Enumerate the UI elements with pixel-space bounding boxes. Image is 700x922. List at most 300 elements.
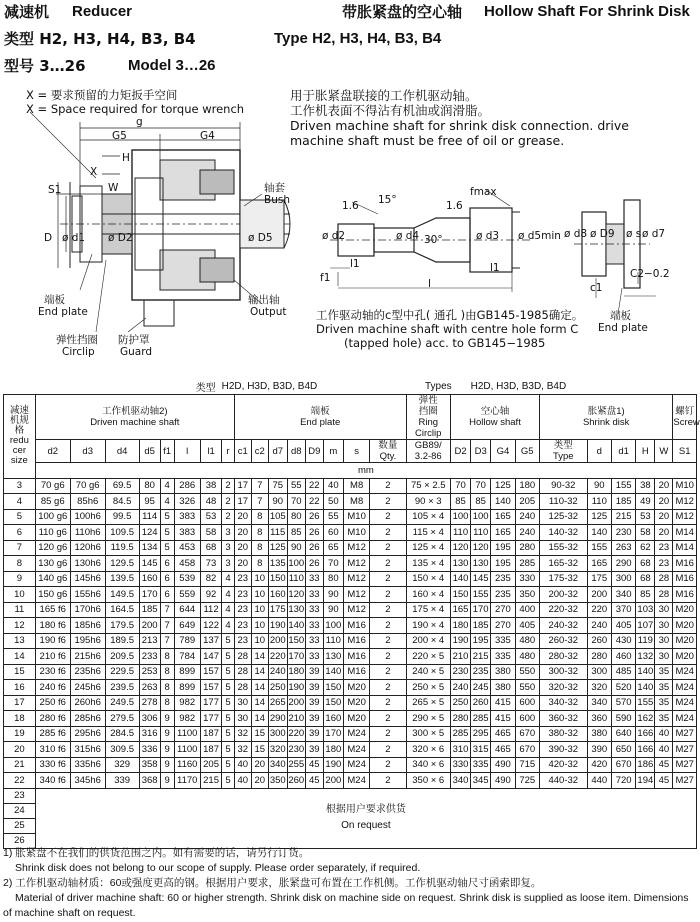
table-cell: 520 <box>611 680 635 696</box>
table-row <box>4 602 697 618</box>
plate-c2: C2−0.2 <box>630 268 670 280</box>
table-cell: 210 <box>450 649 470 665</box>
table-cell: 60 <box>323 525 343 541</box>
shaft-note-cn-1: 用于胀紧盘联接的工作机驱动轴。 <box>290 88 478 103</box>
table-cell: 480 <box>515 633 539 649</box>
table-cell: 110 <box>471 525 491 541</box>
table-cell: M10 <box>343 509 369 525</box>
x-note-cn: X = 要求预留的力矩扳手空间 <box>26 88 178 102</box>
table-cell: 590 <box>611 711 635 727</box>
table-cell: 20 <box>655 509 673 525</box>
centre-hole-note-cn: 工作驱动轴的c型中孔( 通孔 )由GB145-1985确定。 <box>316 308 584 322</box>
table-cell: 125 <box>268 540 287 556</box>
table-cell: 5 <box>4 509 36 525</box>
table-cell: 14 <box>251 695 268 711</box>
footnote-2-en-1: Material of driver machine shaft: 60 or higher strength. Shrink disk on machine side on request. Shrink disk is supplied as loose item. Dimensions <box>15 892 689 904</box>
size-cell: 26 <box>4 833 36 848</box>
table-cell: 38 <box>200 478 221 494</box>
table-cell: 139.5 <box>105 571 139 587</box>
table-cell: 85 <box>471 494 491 510</box>
table-cell: M24 <box>343 757 369 773</box>
table-cell: 160 <box>139 571 160 587</box>
table-cell: 339 <box>105 773 139 789</box>
table-cell: 48 <box>200 494 221 510</box>
table-cell: 3 <box>222 525 235 541</box>
table-cell: 10 <box>251 571 268 587</box>
screw-header: 螺钉 Screw <box>673 395 697 440</box>
table-cell: 49 <box>636 494 655 510</box>
table-row <box>4 649 697 665</box>
table-cell: 13 <box>4 633 36 649</box>
dim-h: H <box>122 152 130 164</box>
shaft-d4: ø d4 <box>396 230 420 242</box>
table-cell: 33 <box>305 649 323 665</box>
table-cell: 90-32 <box>539 478 587 494</box>
table-cell: 8 <box>160 649 174 665</box>
table-cell: 23 <box>234 618 251 634</box>
circlip-label-en: Circlip <box>62 346 95 358</box>
table-cell: 290 <box>611 556 635 572</box>
table-cell: 390 <box>587 742 611 758</box>
table-cell: 8 <box>160 680 174 696</box>
table-cell: 220-32 <box>539 602 587 618</box>
col-D9: D9 <box>305 440 323 463</box>
table-cell: 15 <box>251 726 268 742</box>
unit-row <box>4 463 697 479</box>
table-cell: 177 <box>200 711 221 727</box>
table-cell: 2 <box>370 726 406 742</box>
table-cell: 230 <box>450 664 470 680</box>
table-cell: 39 <box>305 711 323 727</box>
table-cell: 20 <box>251 773 268 789</box>
table-row <box>4 494 697 510</box>
table-cell: 40 <box>234 773 251 789</box>
table-cell: M16 <box>343 618 369 634</box>
table-cell: 39 <box>305 742 323 758</box>
table-cell: 130 <box>287 602 305 618</box>
table-body <box>4 478 697 848</box>
table-cell: 115 <box>268 525 287 541</box>
table-cell: 480 <box>515 649 539 665</box>
table-cell: 2 <box>222 494 235 510</box>
table-cell: 285 <box>515 556 539 572</box>
col-r: r <box>222 440 235 463</box>
table-cell: 180 <box>287 664 305 680</box>
table-cell: M12 <box>343 587 369 603</box>
table-cell: 70 <box>323 556 343 572</box>
table-cell: 105 <box>268 509 287 525</box>
table-cell: 80 <box>139 478 160 494</box>
table-cell: M16 <box>343 649 369 665</box>
table-cell: 140 <box>636 664 655 680</box>
table-cell: 320 <box>587 680 611 696</box>
table-cell: 175-32 <box>539 571 587 587</box>
table-cell: 250 f6 <box>35 695 70 711</box>
plate-d7: ø d7 <box>642 228 666 240</box>
table-cell: 280 <box>587 649 611 665</box>
dimension-table-wrap <box>3 379 700 849</box>
table-cell: 155 <box>587 540 611 556</box>
table-cell: 200 <box>287 695 305 711</box>
table-cell: 150 <box>268 571 287 587</box>
table-cell: 200-32 <box>539 587 587 603</box>
column-header-row <box>4 440 697 463</box>
table-cell: 290 × 5 <box>406 711 450 727</box>
table-cell: 100h6 <box>70 509 105 525</box>
table-cell: 235 <box>491 571 515 587</box>
table-cell: 725 <box>515 773 539 789</box>
table-cell: 14 <box>251 711 268 727</box>
col-d8: d8 <box>287 440 305 463</box>
table-cell: 8 <box>251 509 268 525</box>
table-cell: 278 <box>139 695 160 711</box>
table-cell: 85 <box>287 525 305 541</box>
table-cell: 240-32 <box>539 618 587 634</box>
table-cell: M12 <box>673 494 697 510</box>
table-cell: 265 × 5 <box>406 695 450 711</box>
table-cell: 383 <box>174 509 200 525</box>
table-cell: 263 <box>611 540 635 556</box>
table-cell: 19 <box>4 726 36 742</box>
table-cell: 8 <box>4 556 36 572</box>
table-cell: 137 <box>200 633 221 649</box>
table-cell: 180 <box>450 618 470 634</box>
table-cell: 239.5 <box>105 680 139 696</box>
table-cell: 2 <box>370 757 406 773</box>
bush-label-en: Bush <box>264 194 290 206</box>
table-cell: 310 f6 <box>35 742 70 758</box>
table-cell: 190 <box>450 633 470 649</box>
table-cell: 30 <box>655 618 673 634</box>
type-values-cn: H2D, H3D, B3D, B4D <box>222 379 406 395</box>
table-cell: 20 <box>234 509 251 525</box>
table-cell: 150 <box>287 633 305 649</box>
table-row <box>4 664 697 680</box>
table-cell: 2 <box>222 509 235 525</box>
table-cell: 335 <box>471 757 491 773</box>
table-cell: 119.5 <box>105 540 139 556</box>
table-cell: 53 <box>636 509 655 525</box>
table-cell: 5 <box>222 726 235 742</box>
table-cell: 68 <box>200 540 221 556</box>
table-cell: 5 <box>160 525 174 541</box>
table-cell: 4 <box>222 602 235 618</box>
table-cell: 2 <box>370 525 406 541</box>
table-cell: 420-32 <box>539 757 587 773</box>
table-cell: 140 g6 <box>35 571 70 587</box>
table-cell: 140 <box>287 618 305 634</box>
table-cell: 210 f6 <box>35 649 70 665</box>
table-cell: 20 <box>655 525 673 541</box>
table-row <box>4 509 697 525</box>
reducer-label-en: Reducer <box>72 3 133 20</box>
table-cell: 8 <box>251 556 268 572</box>
table-cell: M16 <box>343 633 369 649</box>
table-cell: 23 <box>655 540 673 556</box>
table-cell: 2 <box>222 478 235 494</box>
table-cell: 160 <box>268 587 287 603</box>
table-cell: M24 <box>343 726 369 742</box>
table-cell: 20 <box>4 742 36 758</box>
table-cell: 190 f6 <box>35 633 70 649</box>
table-cell: 280 <box>450 711 470 727</box>
table-cell: 380 <box>491 680 515 696</box>
table-cell: 20 <box>234 525 251 541</box>
col-D3: D3 <box>471 440 491 463</box>
type-line <box>4 379 697 395</box>
table-cell: 130 g6 <box>35 556 70 572</box>
table-cell: 140 <box>491 494 515 510</box>
table-cell: 84.5 <box>105 494 139 510</box>
table-cell: 14 <box>251 664 268 680</box>
table-cell: 90 <box>323 602 343 618</box>
table-cell: 345 <box>471 773 491 789</box>
table-cell: 38 <box>636 478 655 494</box>
shaft-d5min: ø d5min <box>518 230 561 242</box>
table-cell: 45 <box>655 757 673 773</box>
table-cell: 789 <box>174 633 200 649</box>
table-cell: 3 <box>222 540 235 556</box>
table-cell: 39 <box>305 695 323 711</box>
table-row <box>4 478 697 494</box>
table-cell: 170 <box>287 649 305 665</box>
table-cell: 100 <box>287 556 305 572</box>
table-cell: 8 <box>160 664 174 680</box>
reducer-label-cn: 减速机 <box>4 3 50 21</box>
table-cell: 230 <box>611 525 635 541</box>
table-cell: 9 <box>160 726 174 742</box>
table-cell: 17 <box>234 478 251 494</box>
table-cell: 7 <box>251 478 268 494</box>
table-cell: 33 <box>305 587 323 603</box>
table-cell: 285 <box>450 726 470 742</box>
table-cell: 147 <box>200 649 221 665</box>
table-cell: 295 <box>471 726 491 742</box>
table-cell: 295h6 <box>70 726 105 742</box>
table-cell: 149.5 <box>105 587 139 603</box>
table-cell: M12 <box>343 540 369 556</box>
table-cell: 320-32 <box>539 680 587 696</box>
table-cell: 162 <box>636 711 655 727</box>
table-cell: 195 <box>471 633 491 649</box>
size-cell: 23 <box>4 788 36 803</box>
table-cell: 345h6 <box>70 773 105 789</box>
table-cell: M24 <box>673 664 697 680</box>
table-cell: 120 <box>450 540 470 556</box>
col-m: m <box>323 440 343 463</box>
table-cell: 9 <box>160 757 174 773</box>
footnote-2-cn: 2) 工作机驱动轴材质：60或强度更高的钢。根据用户要求，胀紧盘可布置在工作机侧。工作机驱动轴尺寸函索即复。 <box>3 877 542 889</box>
table-cell: 260-32 <box>539 633 587 649</box>
unit-label: mm <box>35 463 696 479</box>
table-cell: 190 <box>268 618 287 634</box>
table-cell: 150 g6 <box>35 587 70 603</box>
table-cell: 73 <box>200 556 221 572</box>
table-row <box>4 757 697 773</box>
table-cell: 166 <box>636 726 655 742</box>
type-en: Type H2, H3, H4, B3, B4 <box>274 30 442 47</box>
table-cell: M27 <box>673 757 697 773</box>
table-cell: 370 <box>611 602 635 618</box>
table-cell: M12 <box>343 556 369 572</box>
table-cell: 2 <box>370 540 406 556</box>
table-cell: 185 <box>611 494 635 510</box>
table-cell: 190 <box>323 757 343 773</box>
size-cell: 25 <box>4 818 36 833</box>
type-values-en: H2D, H3D, B3D, B4D <box>471 379 697 395</box>
table-cell: 309.5 <box>105 742 139 758</box>
on-request-cell <box>35 788 696 848</box>
table-cell: 2 <box>370 602 406 618</box>
type-label-cn: 类型 <box>4 379 222 395</box>
table-cell: 28 <box>234 649 251 665</box>
endplate-label-en: End plate <box>38 306 88 318</box>
table-cell: 92 <box>200 587 221 603</box>
table-cell: 458 <box>174 556 200 572</box>
table-row <box>4 587 697 603</box>
table-cell: 194 <box>636 773 655 789</box>
table-cell: 2 <box>370 742 406 758</box>
table-cell: 280-32 <box>539 649 587 665</box>
table-cell: 165 f6 <box>35 602 70 618</box>
table-cell: 2 <box>370 571 406 587</box>
table-cell: 69.5 <box>105 478 139 494</box>
table-cell: 5 <box>222 680 235 696</box>
table-cell: 360-32 <box>539 711 587 727</box>
table-row <box>4 571 697 587</box>
table-cell: 110 <box>287 571 305 587</box>
table-cell: 340 <box>611 587 635 603</box>
table-cell: 300 <box>587 664 611 680</box>
dim-x: X <box>90 166 98 178</box>
col-d2: d2 <box>35 440 70 463</box>
table-cell: 85 <box>636 587 655 603</box>
table-cell: 100 g6 <box>35 509 70 525</box>
table-cell: 340 <box>268 757 287 773</box>
table-cell: 5 <box>222 649 235 665</box>
table-cell: 320 × 6 <box>406 742 450 758</box>
plate-d9: ø D9 <box>590 228 615 240</box>
table-cell: 270 <box>491 602 515 618</box>
table-cell: 10 <box>4 587 36 603</box>
table-cell: 120h6 <box>70 540 105 556</box>
table-cell: 255 <box>287 757 305 773</box>
table-cell: 1100 <box>174 726 200 742</box>
col-s: s <box>343 440 369 463</box>
col-D2: D2 <box>450 440 470 463</box>
table-cell: 300 <box>268 726 287 742</box>
table-cell: 310 <box>450 742 470 758</box>
table-cell: 23 <box>234 633 251 649</box>
table-cell: 350 × 6 <box>406 773 450 789</box>
bush-label-cn: 轴套 <box>264 182 285 194</box>
table-cell: 335 <box>491 633 515 649</box>
table-cell: 85 g6 <box>35 494 70 510</box>
table-cell: 21 <box>4 757 36 773</box>
shaft-note-cn-2: 工作机表面不得沾有机油或润滑脂。 <box>290 103 491 118</box>
table-cell: 240 × 5 <box>406 664 450 680</box>
table-cell: 220 × 5 <box>406 649 450 665</box>
table-cell: 550 <box>515 680 539 696</box>
table-cell: 90 <box>587 478 611 494</box>
table-cell: 315h6 <box>70 742 105 758</box>
table-cell: M10 <box>343 525 369 541</box>
table-cell: 15 <box>4 664 36 680</box>
table-cell: 125 <box>491 478 515 494</box>
table-row <box>4 711 697 727</box>
dim-d2: ø D2 <box>108 232 133 244</box>
table-cell: 180 <box>515 478 539 494</box>
table-cell: 2 <box>370 680 406 696</box>
table-cell: 62 <box>636 540 655 556</box>
table-cell: 115 × 4 <box>406 525 450 541</box>
plate-d8: ø d8 <box>564 228 588 240</box>
col-l: l <box>174 440 200 463</box>
table-cell: 205 <box>200 757 221 773</box>
table-cell: 200 <box>139 618 160 634</box>
plate-label-cn: 端板 <box>610 310 631 322</box>
table-cell: 5 <box>222 773 235 789</box>
table-cell: 70 <box>287 494 305 510</box>
table-cell: 155-32 <box>539 540 587 556</box>
table-cell: 17 <box>234 494 251 510</box>
table-cell: 336 <box>139 742 160 758</box>
table-cell: 125 × 4 <box>406 540 450 556</box>
table-cell: 899 <box>174 664 200 680</box>
table-cell: 26 <box>305 540 323 556</box>
table-cell: 30 <box>234 695 251 711</box>
table-cell: 5 <box>222 633 235 649</box>
table-cell: 23 <box>655 556 673 572</box>
footnote-2-en-2: of machine shaft on request. <box>3 907 136 919</box>
table-cell: 130 <box>450 556 470 572</box>
table-cell: 215 <box>611 509 635 525</box>
table-row <box>4 773 697 789</box>
table-cell: M16 <box>673 587 697 603</box>
table-cell: 300 <box>611 571 635 587</box>
table-cell: 190 × 4 <box>406 618 450 634</box>
table-cell: 9 <box>160 742 174 758</box>
table-cell: 9 <box>160 711 174 727</box>
table-cell: 5 <box>222 711 235 727</box>
table-cell: 340 f6 <box>35 773 70 789</box>
table-cell: 195 <box>491 540 515 556</box>
table-row <box>4 540 697 556</box>
table-cell: 26 <box>305 509 323 525</box>
page-header <box>4 2 696 80</box>
table-cell: 145h6 <box>70 571 105 587</box>
shaft-f1: f1 <box>320 272 331 284</box>
table-row <box>4 695 697 711</box>
table-cell: 145 <box>139 556 160 572</box>
table-cell: 45 <box>305 773 323 789</box>
table-cell: 130 <box>471 556 491 572</box>
table-cell: 157 <box>200 664 221 680</box>
table-cell: 280 f6 <box>35 711 70 727</box>
dim-d5: ø D5 <box>248 232 273 244</box>
table-cell: 85h6 <box>70 494 105 510</box>
table-cell: 982 <box>174 695 200 711</box>
table-cell: 360 <box>587 711 611 727</box>
col-d: d <box>587 440 611 463</box>
table-cell: 53 <box>200 509 221 525</box>
table-cell: 570 <box>611 695 635 711</box>
table-cell: 150 × 4 <box>406 571 450 587</box>
table-cell: 180 f6 <box>35 618 70 634</box>
table-cell: 485 <box>611 664 635 680</box>
table-cell: 82 <box>200 571 221 587</box>
table-cell: 80 <box>287 509 305 525</box>
